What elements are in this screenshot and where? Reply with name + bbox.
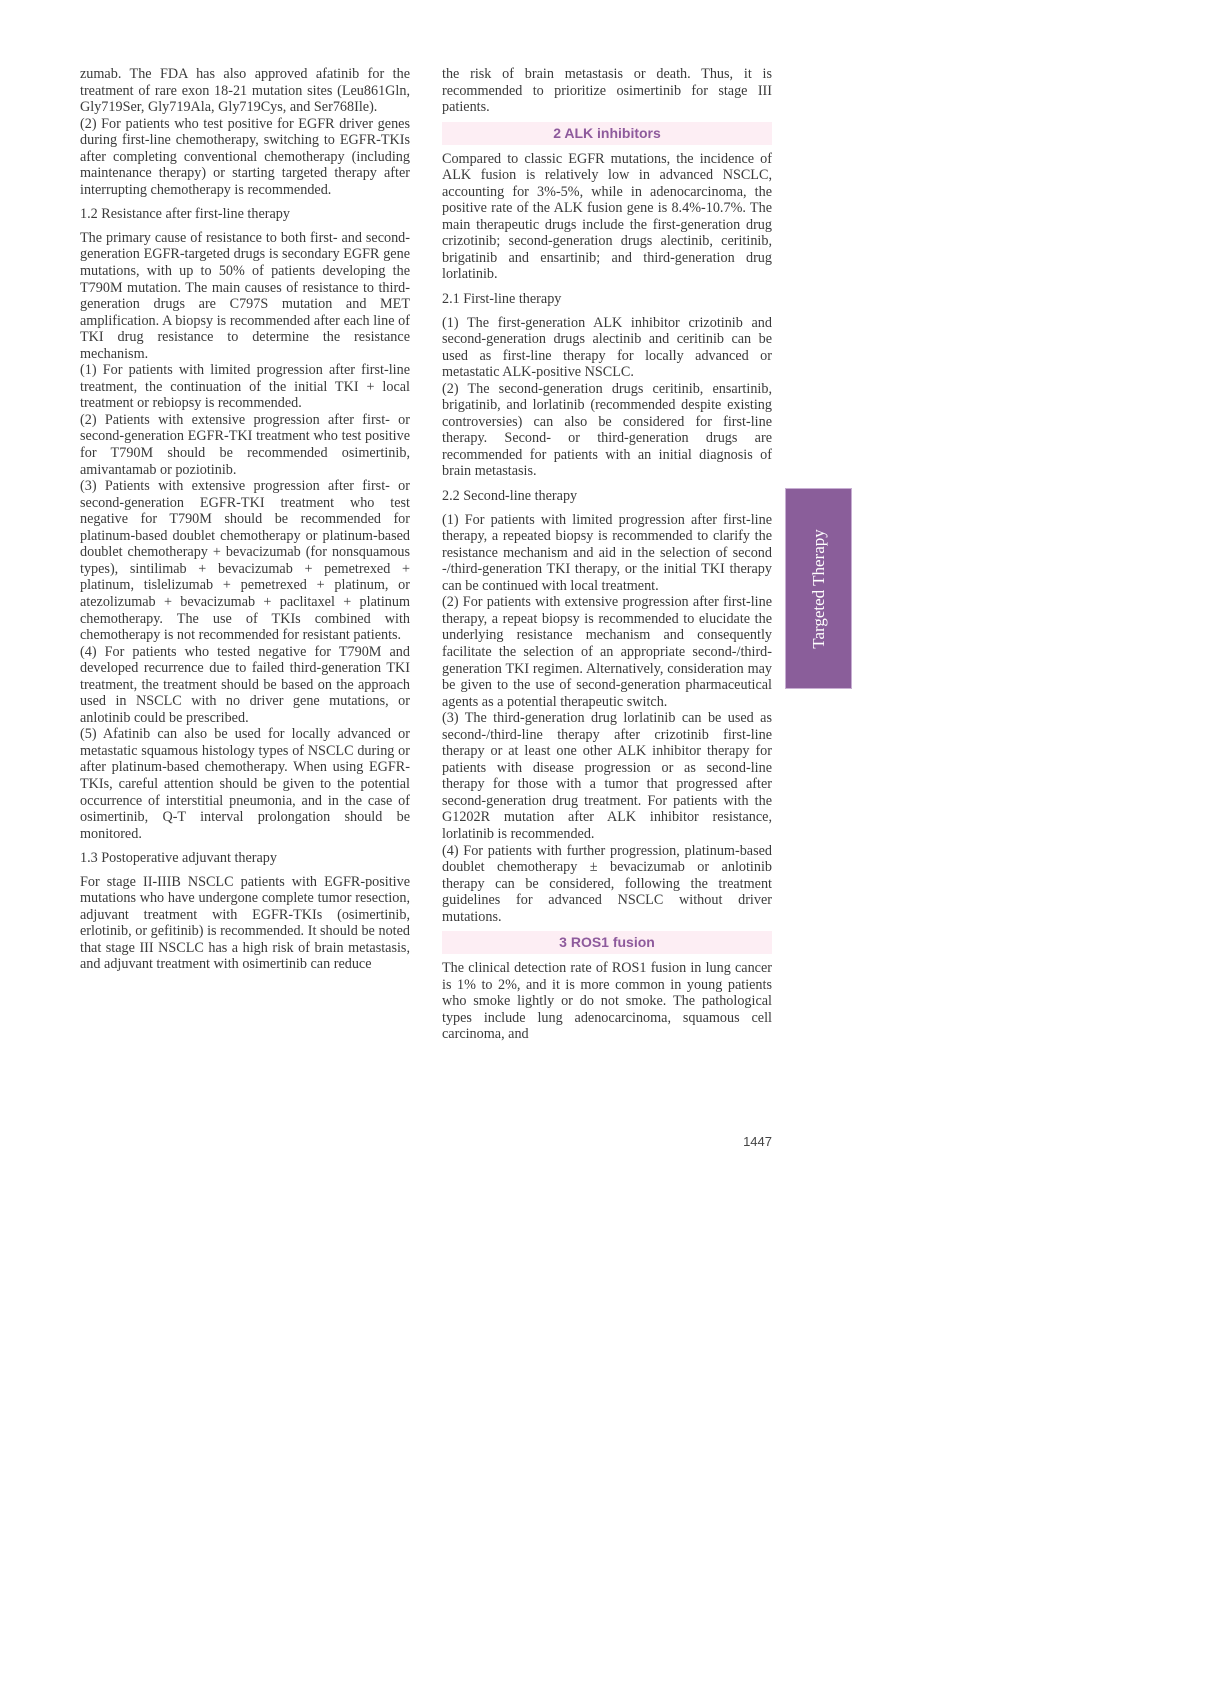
paragraph: (2) For patients who test positive for EGFR driver genes during first-line chemotherapy, switching to EGFR-TKIs after completing conventional chemotherapy (including maintenance therapy) or starting targeted therapy after interrupting chemotherapy is recommended. [80, 115, 410, 198]
subsection-heading-1-2: 1.2 Resistance after first-line therapy [80, 206, 290, 223]
paragraph: Compared to classic EGFR mutations, the incidence of ALK fusion is relatively low in advanced NSCLC, accounting for 3%-5%, while in adenocarcinoma, the positive rate of the ALK fusion gene is 8.4%-10.7%. The main therapeutic drugs include the first-generation drug crizotinib; second-generation drugs alectinib, ceritinib, brigatinib and ensartinib; and third-generation drug lorlatinib. [442, 150, 772, 283]
paragraph: (3) Patients with extensive progression after first- or second-generation EGFR-TKI treatment who test negative for T790M should be recommended for platinum-based doublet chemotherapy or platinum-based doublet chemotherapy + bevacizumab (for nonsquamous types), sintilimab + bevacizumab + pemetrexed + platinum, tislelizumab + pemetrexed + platinum, or atezolizumab + bevacizumab + paclitaxel + platinum chemotherapy. The use of TKIs combined with chemotherapy is not recommended for resistant patients. [80, 478, 410, 644]
paragraph: (4) For patients who tested negative for T790M and developed recurrence due to failed third-generation TKI treatment, the treatment should be based on the approach used in NSCLC with no driver gene mutations, or anlotinib could be prescribed. [80, 643, 410, 726]
paragraph: (5) Afatinib can also be used for locally advanced or metastatic squamous histology types of NSCLC during or after platinum-based chemotherapy. When using EGFR-TKIs, careful attention should be given to the potential occurrence of interstitial pneumonia, and in the case of osimertinib, Q-T interval prolongation should be monitored. [80, 726, 410, 842]
paragraph: The clinical detection rate of ROS1 fusion in lung cancer is 1% to 2%, and it is more common in young patients who smoke lightly or do not smoke. The pathological types include lung adenocarcinoma, squamous cell carcinoma, and [442, 960, 772, 1043]
subsection-heading-1-3: 1.3 Postoperative adjuvant therapy [80, 850, 277, 867]
left-column [80, 66, 410, 973]
subsection-heading-2-1: 2.1 First-line therapy [442, 291, 562, 308]
chapter-side-tab [785, 488, 852, 689]
page-number: 1447 [743, 1134, 772, 1149]
paragraph: (1) For patients with limited progression after first-line treatment, the continuation of the initial TKI + local treatment or rebiopsy is recommended. [80, 362, 410, 412]
paragraph: (2) Patients with extensive progression after first- or second-generation EGFR-TKI treatment who test positive for T790M should be recommended osimertinib, amivantamab or poziotinib. [80, 411, 410, 478]
paragraph: (2) The second-generation drugs ceritinib, ensartinib, brigatinib, and lorlatinib (recommended despite existing controversies) can also be considered for first-line therapy. Second- or third-generation drugs are recommended for patients with an initial diagnosis of brain metastasis. [442, 380, 772, 480]
section-heading-alk-inhibitors: 2 ALK inhibitors [442, 122, 772, 145]
chapter-side-tab-label: Targeted Therapy [808, 528, 828, 649]
subsection-heading-2-2: 2.2 Second-line therapy [442, 488, 578, 505]
paragraph: the risk of brain metastasis or death. Thus, it is recommended to prioritize osimertinib for stage III patients. [442, 66, 772, 116]
paragraph: (1) The first-generation ALK inhibitor crizotinib and second-generation drugs alectinib and ceritinib can be used as first-line therapy for locally advanced or metastatic ALK-positive NSCLC. [442, 314, 772, 381]
paragraph: The primary cause of resistance to both first- and second-generation EGFR-targeted drugs is secondary EGFR gene mutations, with up to 50% of patients developing the T790M mutation. The main causes of resistance to third-generation drugs are C797S mutation and MET amplification. A biopsy is recommended after each line of TKI drug resistance to determine the resistance mechanism. [80, 229, 410, 362]
paragraph: (3) The third-generation drug lorlatinib can be used as second-/third-line therapy after crizotinib first-line therapy or at least one other ALK inhibitor therapy for patients with disease progression or as second-line therapy for those with a tumor that progressed after second-generation drug treatment. For patients with the G1202R mutation after ALK inhibitor resistance, lorlatinib is recommended. [442, 710, 772, 842]
paragraph: For stage II-IIIB NSCLC patients with EGFR-positive mutations who have undergone complete tumor resection, adjuvant treatment with EGFR-TKIs (osimertinib, erlotinib, or gefitinib) is recommended. It should be noted that stage III NSCLC has a high risk of brain metastasis, and adjuvant treatment with osimertinib can reduce [80, 873, 410, 973]
paragraph: (4) For patients with further progression, platinum-based doublet chemotherapy ± bevacizumab or anlotinib therapy can be considered, following the treatment guidelines for advanced NSCLC without driver mutations. [442, 842, 772, 925]
paragraph: (2) For patients with extensive progression after first-line therapy, a repeat biopsy is recommended to elucidate the underlying resistance mechanism and consequently facilitate the selection of an appropriate second-/third-generation TKI regimen. Alternatively, consideration may be given to the use of second-generation pharmaceutical agents as a potential therapeutic switch. [442, 594, 772, 710]
paragraph: zumab. The FDA has also approved afatinib for the treatment of rare exon 18-21 mutation sites (Leu861Gln, Gly719Ser, Gly719Ala, Gly719Cys, and Ser768Ile). [80, 66, 410, 116]
paragraph: (1) For patients with limited progression after first-line therapy, a repeated biopsy is recommended to clarify the resistance mechanism and aid in the selection of second -/third-generation TKI therapy, or the initial TKI therapy can be continued with local treatment. [442, 511, 772, 594]
section-heading-ros1-fusion: 3 ROS1 fusion [442, 931, 772, 954]
right-column [442, 66, 772, 1043]
